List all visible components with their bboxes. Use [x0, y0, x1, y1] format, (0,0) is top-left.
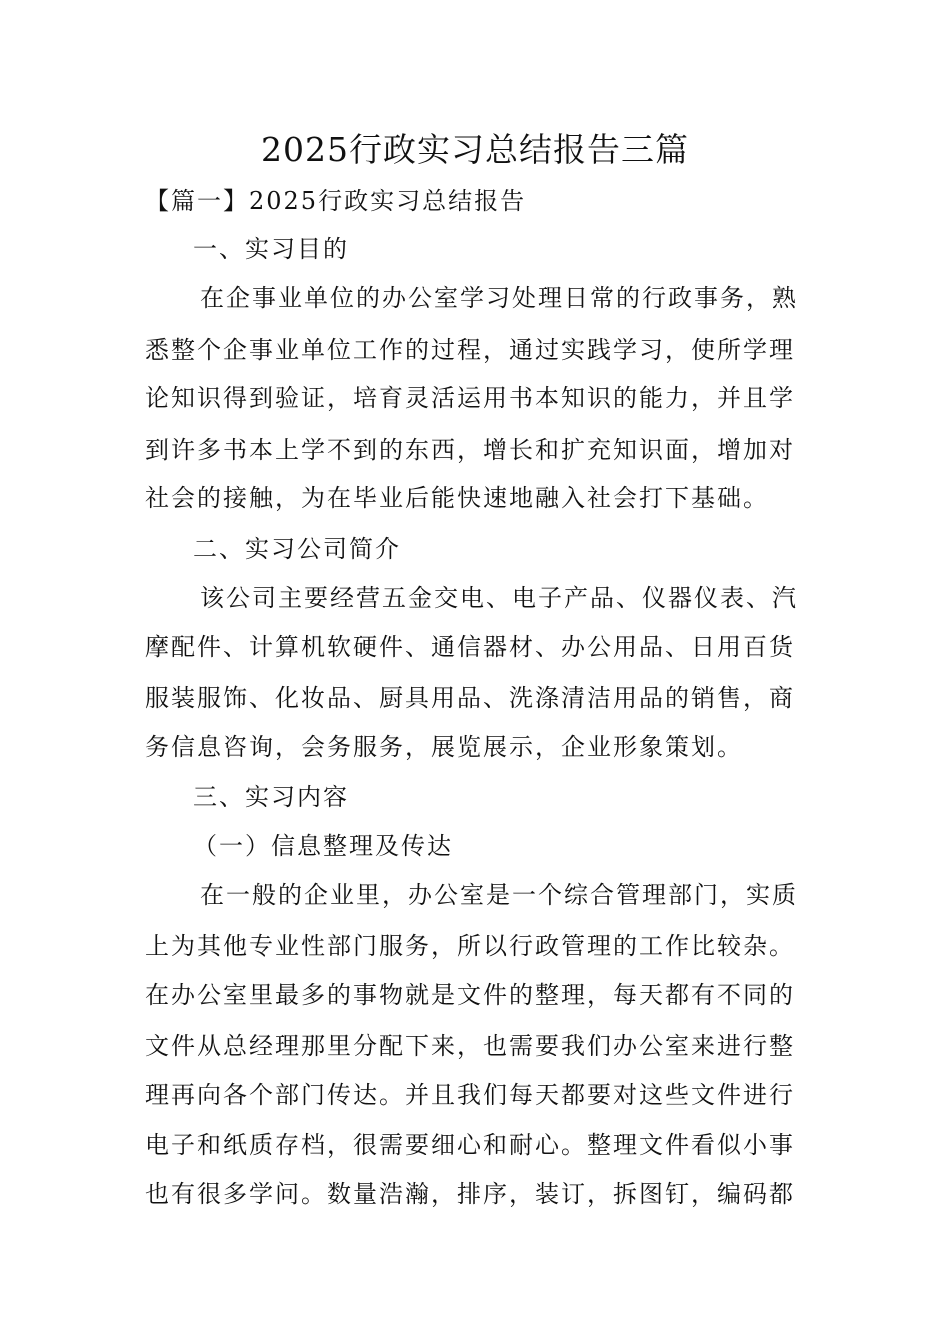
paragraph-line: 论知识得到验证，培育灵活运用书本知识的能力，并且学 [145, 384, 795, 412]
paragraph-line: 在办公室里最多的事物就是文件的整理，每天都有不同的 [145, 981, 795, 1009]
subheading: 二、实习公司简介 [193, 535, 401, 563]
paragraph-line: 也有很多学问。数量浩瀚，排序，装订，拆图钉，编码都 [145, 1180, 795, 1208]
paragraph-line: 电子和纸质存档，很需要细心和耐心。整理文件看似小事 [145, 1131, 795, 1159]
paragraph-line: 文件从总经理那里分配下来，也需要我们办公室来进行整 [145, 1032, 795, 1060]
subheading: （一）信息整理及传达 [193, 832, 453, 860]
paragraph-line: 在企事业单位的办公室学习处理日常的行政事务，熟 [200, 284, 798, 312]
paragraph-line: 务信息咨询，会务服务，展览展示，企业形象策划。 [145, 733, 743, 761]
paragraph-line: 到许多书本上学不到的东西，增长和扩充知识面，增加对 [145, 436, 795, 464]
paragraph-line: 悉整个企事业单位工作的过程，通过实践学习，使所学理 [145, 336, 795, 364]
paragraph-line: 在一般的企业里，办公室是一个综合管理部门，实质 [200, 881, 798, 909]
section-heading: 【篇一】2025行政实习总结报告 [145, 187, 527, 215]
subheading: 一、实习目的 [193, 235, 349, 263]
document-title: 2025行政实习总结报告三篇 [261, 130, 689, 169]
subheading: 三、实习内容 [193, 783, 349, 811]
paragraph-line: 社会的接触，为在毕业后能快速地融入社会打下基础。 [145, 484, 769, 512]
paragraph-line: 理再向各个部门传达。并且我们每天都要对这些文件进行 [145, 1081, 795, 1109]
paragraph-line: 上为其他专业性部门服务，所以行政管理的工作比较杂。 [145, 932, 795, 960]
paragraph-line: 服装服饰、化妆品、厨具用品、洗涤清洁用品的销售，商 [145, 684, 795, 712]
paragraph-line: 该公司主要经营五金交电、电子产品、仪器仪表、汽 [200, 584, 798, 612]
paragraph-line: 摩配件、计算机软硬件、通信器材、办公用品、日用百货 [145, 633, 795, 661]
